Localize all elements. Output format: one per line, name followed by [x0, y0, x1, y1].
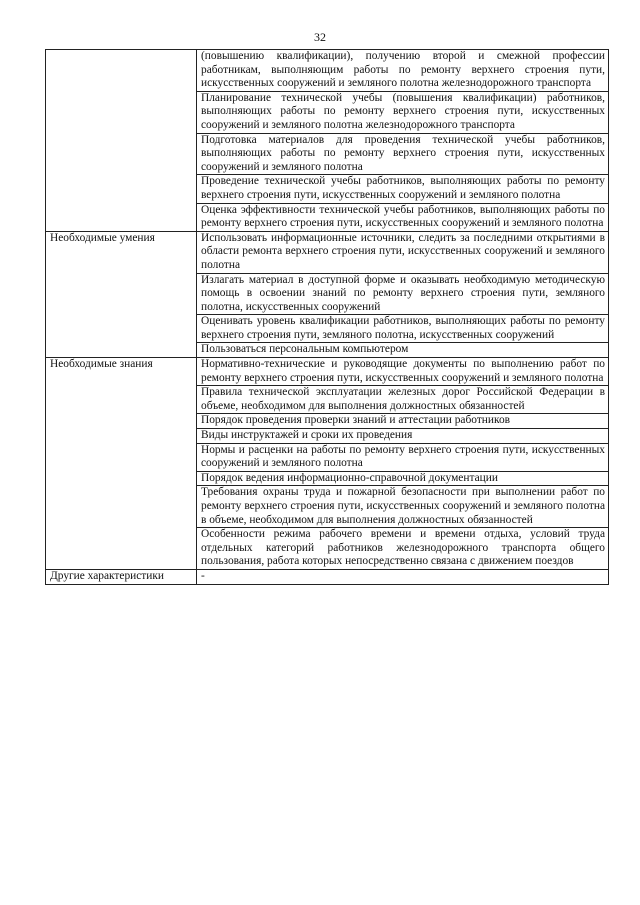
- row-item: Правила технической эксплуатации железных дорог Российской Федерации в объеме, необходимом для выполнения должностных обязанностей: [197, 386, 609, 414]
- row-label: [46, 50, 197, 232]
- table-row: [46, 50, 609, 92]
- row-item: Проведение технической учебы работников, выполняющих работы по ремонту верхнего строения пути, искусственных сооружений и земляного полотна: [197, 175, 609, 203]
- row-item: Пользоваться персональным компьютером: [197, 343, 609, 358]
- row-item: Подготовка материалов для проведения технической учебы работников, выполняющих работы по ремонту верхнего строения пути, искусственных сооружений и земляного полотна: [197, 133, 609, 175]
- row-item: Виды инструктажей и сроки их проведения: [197, 429, 609, 444]
- row-label: Необходимые умения: [46, 231, 197, 357]
- qualification-table: [45, 49, 609, 585]
- row-item: Оценивать уровень квалификации работников, выполняющих работы по ремонту верхнего строения пути, земляного полотна, искусственных сооружений: [197, 315, 609, 343]
- row-item: -: [197, 569, 609, 584]
- row-item: Планирование технической учебы (повышения квалификации) работников, выполняющих работы по ремонту верхнего строения пути, искусственных сооружений и земляного полотна железнодорожного транспорта: [197, 91, 609, 133]
- row-item: Порядок проведения проверки знаний и аттестации работников: [197, 414, 609, 429]
- row-item: Излагать материал в доступной форме и оказывать необходимую методическую помощь в освоении знаний по ремонту верхнего строения пути, земляного полотна, искусственных сооружений: [197, 273, 609, 315]
- row-item: Особенности режима рабочего времени и времени отдыха, условий труда отдельных категорий работников железнодорожного транспорта общего пользования, работа которых непосредственно связана с движением поездов: [197, 528, 609, 570]
- row-item: Требования охраны труда и пожарной безопасности при выполнении работ по ремонту верхнего строения пути, искусственных сооружений и земляного полотна в объеме, необходимом для выполнения должностных обязанностей: [197, 486, 609, 528]
- row-item: Порядок ведения информационно-справочной документации: [197, 471, 609, 486]
- row-label: Другие характеристики: [46, 569, 197, 584]
- page-number: 32: [314, 30, 326, 44]
- table-row: [46, 358, 609, 386]
- row-label: Необходимые знания: [46, 358, 197, 570]
- row-item: Нормы и расценки на работы по ремонту верхнего строения пути, искусственных сооружений и земляного полотна: [197, 443, 609, 471]
- table-row: [46, 569, 609, 584]
- row-item: Оценка эффективности технической учебы работников, выполняющих работы по ремонту верхнего строения пути, искусственных сооружений и земляного полотна: [197, 203, 609, 231]
- row-item: Использовать информационные источники, следить за последними открытиями в области ремонта верхнего строения пути, искусственных сооружений и земляного полотна: [197, 231, 609, 273]
- table-row: [46, 231, 609, 273]
- row-item: Нормативно-технические и руководящие документы по выполнению работ по ремонту верхнего строения пути, искусственных сооружений и земляного полотна: [197, 358, 609, 386]
- row-item: (повышению квалификации), получению второй и смежной профессии работникам, выполняющим работы по ремонту верхнего строения пути, искусственных сооружений и земляного полотна железнодорожного транспорта: [197, 50, 609, 92]
